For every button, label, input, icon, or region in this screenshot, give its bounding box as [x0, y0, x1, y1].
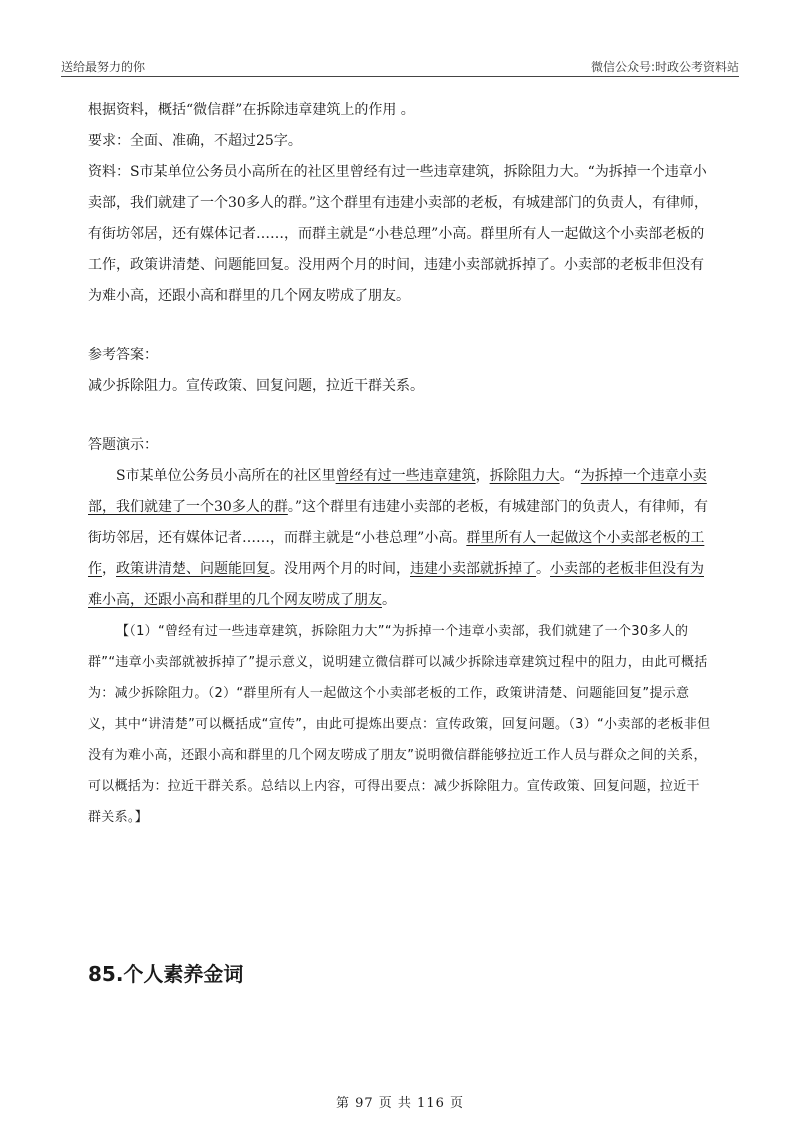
demo-label: 答题演示：: [88, 437, 158, 453]
demo-underlined-text: 违建小卖部就拆掉了: [410, 561, 536, 577]
header-left-text: 送给最努力的你: [61, 60, 146, 74]
answer-text: 减少拆除阻力。宣传政策、回复问题，拉近干群关系。: [88, 378, 424, 394]
answer-label: 参考答案：: [88, 347, 158, 363]
demo-underlined-text: 为拆掉一个违章小卖部，我们就建了一个30多人的群: [88, 468, 707, 515]
demo-text: 。: [382, 592, 396, 608]
demo-text: S市某单位公务员小高所在的社区里: [116, 468, 336, 484]
demo-underlined-text: 拆除阻力大: [489, 468, 560, 484]
demo-underlined-text: 群里所有人一起做这个小卖部老板的工作: [88, 530, 705, 577]
demo-text: 。”这个群里有违建小卖部的老板，有城建部门的负责人，有律师，有街坊邻居，还有媒体记者……，而群主就是“小巷总理”小高。: [88, 499, 708, 546]
demo-text: 。没用两个月的时间，: [270, 561, 410, 577]
demo-underlined-text: 曾经有过一些违章建筑: [335, 468, 476, 484]
question-requirement: 要求：全面、准确，不超过25字。: [88, 133, 302, 149]
demo-text: ，: [475, 468, 490, 484]
demo-analysis: 【（1）“曾经有过一些违章建筑，拆除阻力大”“为拆掉一个违章小卖部，我们就建了一个30多人的群”“违章小卖部就被拆掉了”提示意义，说明建立微信群可以减少拆除违章建筑过程中的阻力，由此可概括为：减少拆除阻力。（2）“群里所有人一起做这个小卖部老板的工作，政策讲清楚、问题能回复”提示意义，其中“讲清楚”可以概括成“宣传”，由此可提炼出要点：宣传政策，回复问题。（3）“小卖部的老板非但没有为难小高，还跟小高和群里的几个网友唠成了朋友”说明微信群能够拉近工作人员与群众之间的关系，可以概括为：拉近干群关系。总结以上内容，可得出要点：减少拆除阻力。宣传政策、回复问题，拉近干群关系。】: [88, 624, 711, 825]
question-material: 资料：S市某单位公务员小高所在的社区里曾经有过一些违章建筑，拆除阻力大。“为拆掉一个违章小卖部，我们就建了一个30多人的群。”这个群里有违建小卖部的老板，有城建部门的负责人，有律师，有街坊邻居，还有媒体记者……，而群主就是“小巷总理”小高。群里所有人一起做这个小卖部老板的工作，政策讲清楚、问题能回复。没用两个月的时间，违建小卖部就拆掉了。小卖部的老板非但没有为难小高，还跟小高和群里的几个网友唠成了朋友。: [88, 164, 708, 304]
demo-text: 。“: [559, 468, 581, 484]
header-right-text: 微信公众号:时政公考资料站: [590, 60, 739, 74]
page-content: [88, 95, 712, 833]
demo-underlined-text: 小卖部的老板非但没有为难小高，还跟小高和群里的几个网友唠成了朋友: [88, 561, 704, 608]
page-number: 第 97 页 共 116 页: [335, 1096, 465, 1111]
demo-underlined-text: 政策讲清楚、问题能回复: [116, 561, 270, 577]
page-header: [61, 54, 739, 77]
section-title: 85.个人素养金词: [88, 962, 244, 986]
demo-paragraph: [88, 461, 712, 616]
demo-text: ，: [102, 561, 116, 577]
question-prompt: 根据资料，概括“微信群”在拆除违章建筑上的作用 。: [88, 102, 415, 118]
demo-text: 。: [536, 561, 550, 577]
